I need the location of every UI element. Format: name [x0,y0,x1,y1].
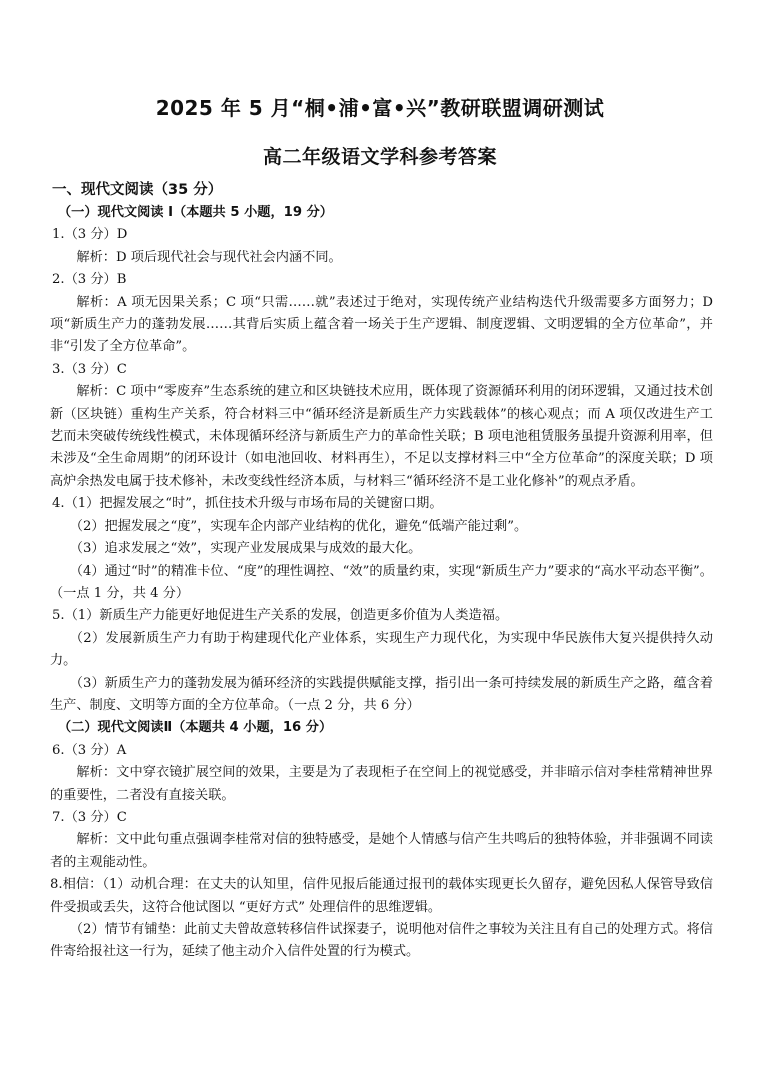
answer-q2: 2.（3 分）B [52,272,127,288]
answer-q4-point3: （3）追求发展之“效”，实现产业发展成果与成效的最大化。 [69,541,422,557]
subsection-heading-1a: （一）现代文阅读 I（本题共 5 小题，19 分） [58,205,333,220]
subsection-heading-1b: （二）现代文阅读Ⅱ（本题共 4 小题，16 分） [58,720,333,736]
section-heading-1: 一、现代文阅读（35 分） [52,182,223,198]
answer-q5-point1: 5.（1）新质生产力能更好地促进生产关系的发展，创造更多价值为人类造福。 [52,608,509,624]
explanation-q2: 解析：A 项无因果关系；C 项“只需……就”表述过于绝对，实现传统产业结构迭代升级需要多方面努力；D 项“新质生产力的蓬勃发展……其背后实质上蕴含着一场关于生产逻辑、制度逻辑、文明逻辑的全方位革命”，并非“引发了全方位革命”。 [50,294,713,355]
explanation-q3: 解析：C 项中“零废弃”生态系统的建立和区块链技术应用，既体现了资源循环利用的闭环逻辑，又通过技术创新（区块链）重构生产关系，符合材料三中“循环经济是新质生产力实践载体”的核心观点；而 A 项仅改进生产工艺而未突破传统线性模式，未体现循环经济与新质生产力的革命性关联；B 项电池租赁服务虽提升资源利用率，但未涉及“全生命周期”的闭环设计（如电池回收、材料再生），不足以支撑材料三中“全方位革命”的深度关联；D 项高炉余热发电属于技术修补，未改变线性经济本质，与材料三“循环经济不是工业化修补”的观点矛盾。 [50,384,713,489]
answer-q3: 3.（3 分）C [52,361,127,377]
answer-q4-point4: （4）通过“时”的精准卡位、“度”的理性调控、“效”的质量约束，实现“新质生产力”要求的“高水平动态平衡”。（一点 1 分，共 4 分） [50,563,713,601]
answer-q4-point1: 4.（1）把握发展之“时”，抓住技术升级与市场布局的关键窗口期。 [52,496,443,512]
document-title: 2025 年 5 月“桐•浦•富•兴”教研联盟调研测试 [155,96,605,120]
document-subtitle: 高二年级语文学科参考答案 [262,146,497,168]
explanation-q1: 解析：D 项后现代社会与现代社会内涵不同。 [76,249,342,265]
answer-q8-point2: （2）情节有铺垫：此前丈夫曾故意转移信件试探妻子，说明他对信件之事较为关注且有自己的处理方式。将信件寄给报社这一行为，延续了他主动介入信件处置的行为模式。 [50,922,713,960]
answer-q6: 6.（3 分）A [52,742,127,758]
answer-content [50,178,713,964]
explanation-q7: 解析：文中此句重点强调李桂常对信的独特感受，是她个人情感与信产生共鸣后的独特体验，并非强调不同读者的主观能动性。 [50,832,713,870]
answer-q4-point2: （2）把握发展之“度”，实现车企内部产业结构的优化，避免“低端产能过剩”。 [69,518,528,534]
answer-q5-point2: （2）发展新质生产力有助于构建现代化产业体系，实现生产力现代化，为实现中华民族伟大复兴提供持久动力。 [50,630,713,669]
answer-q7: 7.（3 分）C [52,809,127,825]
answer-q5-point3: （3）新质生产力的蓬勃发展为循环经济的实践提供赋能支撑，指引出一条可持续发展的新质生产之路，蕴含着生产、制度、文明等方面的全方位革命。（一点 2 分，共 6 分） [50,675,713,713]
answer-q8-point1: 8.相信：（1）动机合理：在丈夫的认知里，信件见报后能通过报刊的载体实现更长久留存，避免因私人保管导致信件受损或丢失，这符合他试图以 “更好方式” 处理信件的思维逻辑。 [50,877,713,915]
answer-q1: 1.（3 分）D [52,227,128,243]
explanation-q6: 解析：文中穿衣镜扩展空间的效果，主要是为了表现柜子在空间上的视觉感受，并非暗示信对李桂常精神世界的重要性，二者没有直接关联。 [50,765,713,803]
